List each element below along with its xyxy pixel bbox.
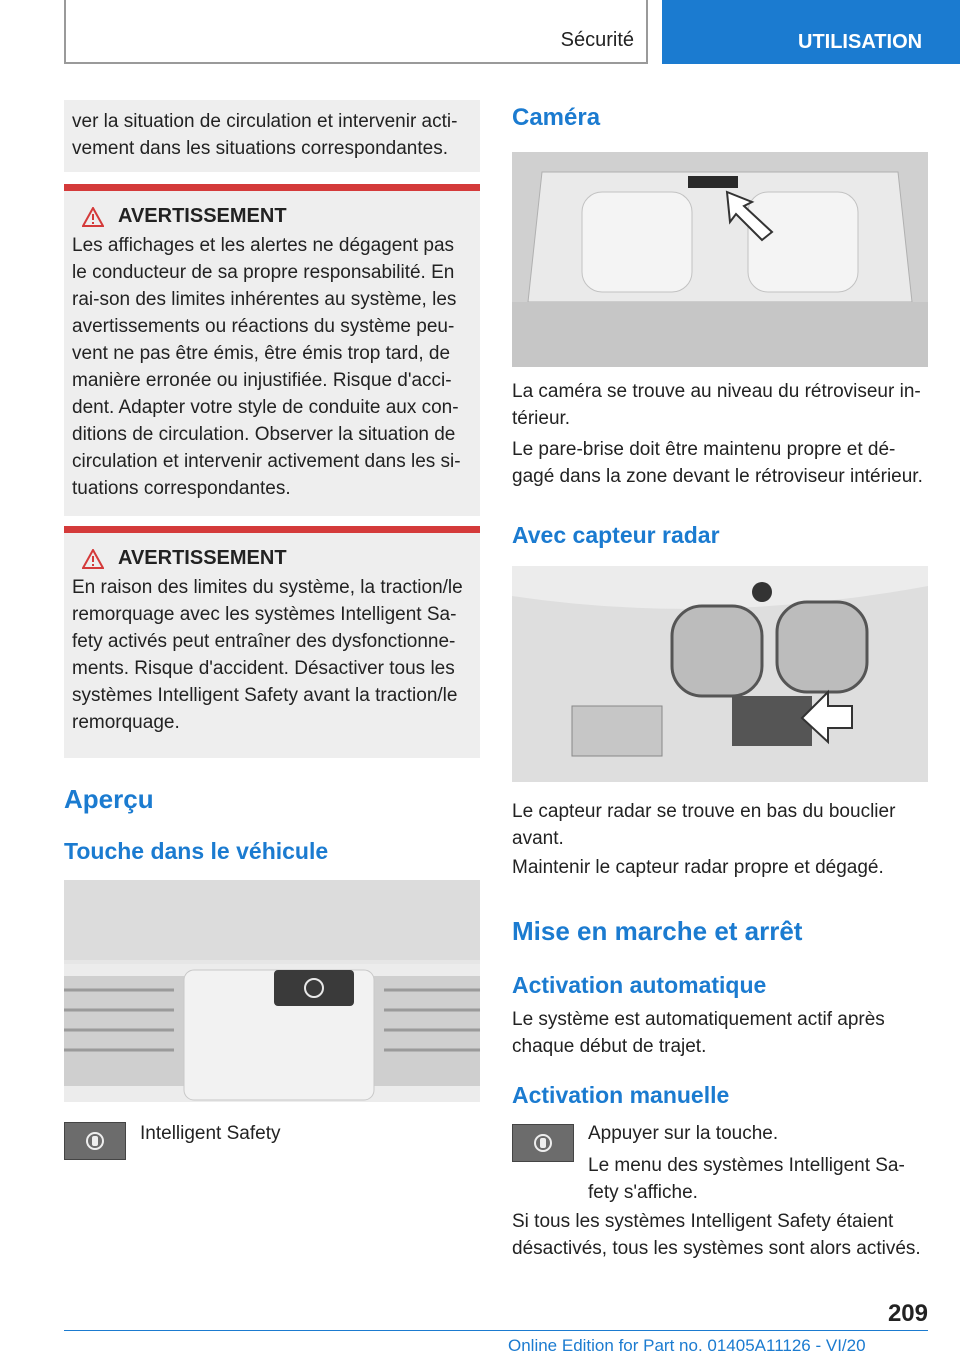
radar-image	[512, 566, 928, 782]
radar-text-2: Maintenir le capteur radar propre et dégagé.	[512, 857, 884, 878]
warning-text-2: En raison des limites du système, la traction/le remorquage avec les systèmes Intelligent Sa-fety activés peut entraîner des dysfonctionne-ments. Risque d'accident. Désactiver tous les systèmes Intelligent Safety avant la traction/le remorquage.	[72, 577, 463, 733]
warning-box-1	[64, 184, 480, 516]
header-chapter-tab	[662, 0, 960, 64]
warning-triangle-icon	[82, 207, 104, 227]
camera-text-2: Le pare-brise doit être maintenu propre et dé-gagé dans la zone devant le rétroviseur intérieur.	[512, 439, 923, 487]
warning-text-1: Les affichages et les alertes ne dégagent pas le conducteur de sa propre responsabilité. En rai-son des limites inhérentes au système, les avertissements ou réactions du système peu-vent ne pas être émis, être émis trop tard, de manière erronée ou injustifiée. Risque d'acci-dent. Adapter votre style de conduite aux con-ditions de circulation. Observer la situation de circulation et intervenir activement dans les si-tuations correspondantes.	[72, 235, 461, 499]
heading-apercu: Aperçu	[64, 784, 154, 814]
dashboard-button-image	[64, 880, 480, 1102]
page-number: 209	[887, 1300, 928, 1327]
warning-triangle-icon	[82, 549, 104, 569]
radar-text-1: Le capteur radar se trouve en bas du bouclier avant.	[512, 801, 896, 849]
footer-divider	[64, 1330, 928, 1331]
key-label: Intelligent Safety	[140, 1123, 281, 1144]
warning-box-2	[64, 526, 480, 758]
manual-text-3: Si tous les systèmes Intelligent Safety étaient désactivés, tous les systèmes sont alors activés.	[512, 1211, 921, 1259]
heading-activation-auto: Activation automatique	[512, 972, 767, 998]
intelligent-safety-key-icon	[64, 1122, 126, 1160]
camera-text-1: La caméra se trouve au niveau du rétroviseur in-térieur.	[512, 381, 921, 429]
note-box	[64, 100, 480, 172]
heading-activation-manuelle: Activation manuelle	[512, 1082, 730, 1108]
heading-mise-en-marche: Mise en marche et arrêt	[512, 916, 803, 946]
header-section-tab	[64, 0, 648, 64]
manual-text-1: Appuyer sur la touche.	[588, 1123, 779, 1144]
note-text: ver la situation de circulation et intervenir acti-vement dans les situations correspondantes.	[72, 111, 458, 159]
warning-title-2: AVERTISSEMENT	[72, 547, 472, 570]
heading-radar: Avec capteur radar	[512, 522, 720, 548]
intelligent-safety-key-icon-2	[512, 1124, 574, 1162]
chapter-title: UTILISATION	[798, 31, 923, 53]
auto-text: Le système est automatiquement actif après chaque début de trajet.	[512, 1009, 885, 1057]
manual-text-2a: Le menu des systèmes Intelligent Sa-fety s'affiche.	[588, 1155, 905, 1203]
heading-touche: Touche dans le véhicule	[64, 838, 329, 864]
section-title: Sécurité	[560, 29, 634, 51]
footer-edition: Online Edition for Part no. 01405A11126 - VI/20	[508, 1336, 866, 1355]
warning-title-1: AVERTISSEMENT	[72, 205, 472, 228]
camera-image	[512, 152, 928, 367]
heading-camera: Caméra	[512, 104, 601, 131]
